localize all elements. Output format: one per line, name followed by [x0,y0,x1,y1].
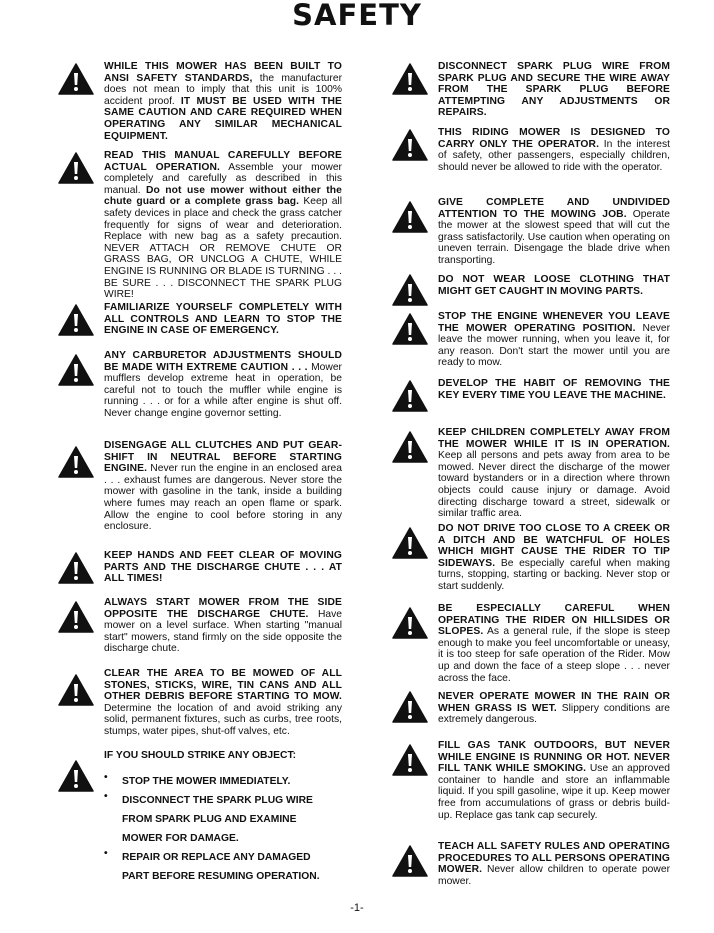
rule-text [438,61,670,119]
warning-exclamation-icon [392,744,428,776]
warning-exclamation-icon [392,845,428,877]
rule-body: Never allow children to operate power mower. [438,864,670,887]
safety-rule [58,350,342,420]
rule-emphasis: DO NOT WEAR LOOSE CLOTHING THAT MIGHT GET CAUGHT IN MOVING PARTS. [438,274,670,297]
rule-emphasis: THIS RIDING MOWER IS DESIGNED TO CARRY ONLY THE OPERATOR. [438,127,670,150]
rule-body: Mower mufflers develop extreme heat in operation, be careful not to touch the muffler while engine is running . . . or for a while after engine is shut off. Never change engine governor setting. [104,361,342,419]
warning-exclamation-icon [392,691,428,723]
rule-emphasis: FILL GAS TANK OUTDOORS, BUT NEVER WHILE ENGINE IS RUNNING OR HOT. NEVER FILL TANK WHILE SMOKING. [438,740,670,775]
warning-exclamation-icon [392,129,428,161]
warning-exclamation-icon [58,760,94,792]
warning-exclamation-icon [392,313,428,345]
rule-emphasis: DEVELOP THE HABIT OF REMOVING THE KEY EVERY TIME YOU LEAVE THE MACHINE. [438,378,670,401]
warning-exclamation-icon [58,304,94,336]
rule-body: Keep all persons and pets away from area to be mowed. Never direct the discharge of the mower toward bystanders or in a direction where thrown objects could cause injury or damage. Avoid directing discharge toward a street, sidewalk or similar traffic area. [438,450,670,520]
rule-emphasis: IT MUST BE USED WITH THE SAME CAUTION AND CARE REQUIRED WHEN OPERATING ANY SIMILAR MECHANICAL EQUIPMENT. [104,95,342,142]
rule-text [438,740,670,821]
strike-object-block [58,750,342,882]
rule-body: Determine the location of and avoid striking any solid, permanent fixtures, such as curbs, tree roots, stumps, water pipes, shut-off valves, etc. [104,702,342,737]
rule-emphasis: KEEP HANDS AND FEET CLEAR OF MOVING PARTS AND THE DISCHARGE CHUTE . . . AT ALL TIMES! [104,550,342,585]
page-title: SAFETY [292,0,422,32]
rule-body: Have mower on a level surface. When starting "manual start" mowers, stand firmly on the side opposite the discharge chute. [104,608,342,655]
rule-text [438,274,670,297]
rule-body: Slippery conditions are extremely dangerous. [438,702,670,726]
rule-emphasis: DISCONNECT SPARK PLUG WIRE FROM SPARK PLUG AND SECURE THE WIRE AWAY FROM THE SPARK PLUG BEFORE ATTEMPTING ANY ADJUSTMENTS OR REPAIRS. [438,61,670,119]
rule-text [104,440,342,533]
bullet-dot: • [104,772,108,783]
warning-exclamation-icon [392,607,428,639]
rule-emphasis: NEVER OPERATE MOWER IN THE RAIN OR WHEN GRASS IS WET. [438,691,670,714]
bullet-dot: • [104,791,108,802]
bullet-text: PART BEFORE RESUMING OPERATION. [122,871,320,882]
rule-emphasis: STOP THE ENGINE WHENEVER YOU LEAVE THE MOWER OPERATING POSITION. [438,311,670,334]
rule-body: Be especially careful when making turns, stopping, starting or backing. Never stop or start suddenly. [438,557,670,592]
warning-exclamation-icon [392,380,428,412]
rule-text [438,311,670,369]
rule-text [104,350,342,420]
warning-exclamation-icon [392,63,428,95]
safety-rule [58,302,342,337]
rule-body: In the interest of safety, other passengers, especially children, should never be allowed to ride with the operator. [438,138,670,173]
bullet-text: DISCONNECT THE SPARK PLUG WIRE [122,795,313,806]
warning-exclamation-icon [392,431,428,463]
rule-text [104,302,342,337]
bullet-dot: • [104,848,108,859]
safety-rule [392,197,670,267]
rule-emphasis: Do not use mower without either the chute guard or a complete grass bag. [104,184,342,208]
rule-emphasis: DO NOT DRIVE TOO CLOSE TO A CREEK OR A DITCH AND BE WATCHFUL OF HOLES WHICH MIGHT CAUSE THE RIDER TO TIP SIDEWAYS. [438,523,670,569]
bullet-text: STOP THE MOWER IMMEDIATELY. [122,776,291,787]
rule-text [438,378,670,401]
safety-rule [392,378,670,401]
safety-rule [392,274,670,297]
warning-exclamation-icon [58,354,94,386]
rule-text [438,603,670,684]
rule-body: Never leave the mower running, when you leave it, for any reason. Don't start the mower until you are ready to mow. [438,322,671,369]
safety-rule [392,61,670,119]
warning-exclamation-icon [392,527,428,559]
rule-text [438,691,670,726]
rule-emphasis: BE ESPECIALLY CAREFUL WHEN OPERATING THE RIDER ON HILLSIDES OR SLOPES. [438,603,670,638]
rule-text [438,127,670,173]
warning-exclamation-icon [58,446,94,478]
rule-emphasis: DISENGAGE ALL CLUTCHES AND PUT GEAR-SHIFT IN NEUTRAL BEFORE STARTING ENGINE. [104,440,342,475]
rule-body: As a general rule, if the slope is steep enough to make you feel uncomfortable or uneasy, it is too steep for safe operation of the Rider. Mow up and down the face of a steep slope . . . never across the face. [438,626,670,684]
rule-text [438,841,670,887]
rule-body: Never run the engine in an enclosed area . . . exhaust fumes are dangerous. Never store the mower with gasoline in the tank, inside a building where fumes may reach an open flame or spark. Allow the engine to cool before storing in any enclosure. [104,463,342,533]
safety-rule [392,740,670,821]
warning-exclamation-icon [58,674,94,706]
rule-text [104,597,342,655]
rule-body: Operate the mower at the slowest speed that will cut the grass satisfactorily. Use caution when operating on uneven terrain. Disengage the blade drive when transporting. [438,208,670,266]
safety-rule [392,523,670,593]
rule-body: Use an approved container to handle and store an inflammable liquid. If you spill gasoline, wipe it up. Keep mower free from accumulations of grass or debris build-up. Replace gas tank cap securely. [438,763,670,821]
safety-rule [58,150,342,301]
safety-rule [392,603,670,684]
warning-exclamation-icon [58,152,94,184]
rule-emphasis: TEACH ALL SAFETY RULES AND OPERATING PROCEDURES TO ALL PERSONS OPERATING MOWER. [438,841,670,876]
rule-text [104,668,342,738]
rule-body: the manufacturer does not mean to imply that this unit is 100% accident proof. [104,72,342,107]
rule-emphasis: ALWAYS START MOWER FROM THE SIDE OPPOSITE THE DISCHARGE CHUTE. [104,597,342,620]
rule-text [438,427,670,520]
safety-rule [392,127,670,173]
safety-rule [58,597,342,655]
safety-rule [392,841,670,887]
safety-rule [58,668,342,738]
warning-exclamation-icon [58,601,94,633]
bullet-text: MOWER FOR DAMAGE. [122,833,239,844]
rule-emphasis: CLEAR THE AREA TO BE MOWED OF ALL STONES, STICKS, WIRE, TIN CANS AND ALL OTHER DEBRIS BEFORE STARTING TO MOW. [104,668,342,703]
safety-rule [58,61,342,142]
rule-emphasis: FAMILIARIZE YOURSELF COMPLETELY WITH ALL CONTROLS AND LEARN TO STOP THE ENGINE IN CASE OF EMERGENCY. [104,302,342,337]
rule-text [104,150,342,301]
rule-emphasis: WHILE THIS MOWER HAS BEEN BUILT TO ANSI SAFETY STANDARDS, [104,61,342,84]
rule-emphasis: READ THIS MANUAL CAREFULLY BEFORE ACTUAL OPERATION. [104,150,342,173]
rule-body: Assemble your mower completely and carefully as described in this manual. [104,161,342,196]
page-number: -1- [350,902,364,914]
rule-emphasis: KEEP CHILDREN COMPLETELY AWAY FROM THE MOWER WHILE IT IS IN OPERATION. [438,427,670,450]
warning-exclamation-icon [58,63,94,95]
bullet-text: REPAIR OR REPLACE ANY DAMAGED [122,852,311,863]
rule-text [438,523,670,593]
safety-rule [392,311,670,369]
rule-body: Keep all safety devices in place and check the grass catcher frequently for signs of wear and deterioration. Replace with new bag as a safety precaution. NEVER ATTACH OR REMOVE CHUTE OR GRASS BAG, OR UNCLOG A CHUTE, WHILE ENGINE IS RUNNING OR BLADE IS TURNING . . . BE SURE . . . DISCONNECT THE SPARK PLUG WIRE! [104,196,343,301]
warning-exclamation-icon [392,274,428,306]
rule-emphasis: GIVE COMPLETE AND UNDIVIDED ATTENTION TO THE MOWING JOB. [438,197,670,220]
rule-text [438,197,670,267]
safety-rule [392,691,670,726]
rule-text [104,61,342,142]
warning-exclamation-icon [58,552,94,584]
rule-text [104,550,342,585]
rule-emphasis: ANY CARBURETOR ADJUSTMENTS SHOULD BE MADE WITH EXTREME CAUTION . . . [104,350,342,373]
safety-rule [58,440,342,533]
strike-heading: IF YOU SHOULD STRIKE ANY OBJECT: [104,750,297,761]
warning-exclamation-icon [392,201,428,233]
safety-rule [392,427,670,520]
safety-rule [58,550,342,585]
bullet-text: FROM SPARK PLUG AND EXAMINE [122,814,297,825]
